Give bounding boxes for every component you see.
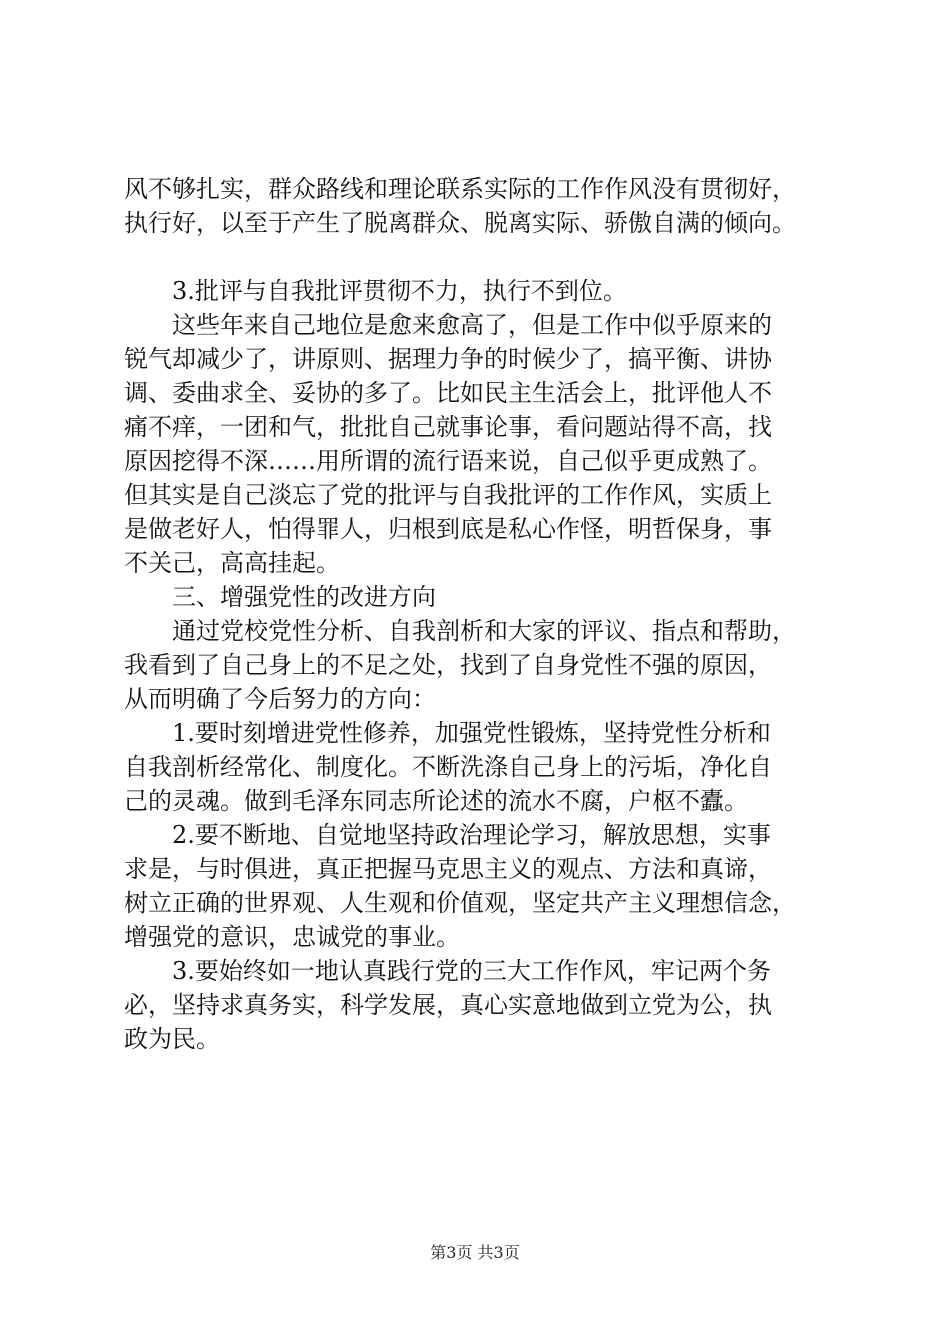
paragraph-line: 增强党的意识，忠诚党的事业。 <box>124 923 460 951</box>
paragraph-line: 政为民。 <box>124 1025 220 1053</box>
paragraph-1 <box>124 172 834 240</box>
paragraph-line: 我看到了自己身上的不足之处，找到了自身党性不强的原因， <box>124 651 772 679</box>
paragraph-line: 通过党校党性分析、自我剖析和大家的评议、指点和帮助， <box>172 617 796 645</box>
paragraph-line: 自我剖析经常化、制度化。不断洗涤自己身上的污垢，净化自 <box>124 753 772 781</box>
paragraph-line: 三、增强党性的改进方向 <box>172 583 436 611</box>
paragraph-7 <box>124 818 834 954</box>
section-heading <box>124 580 834 614</box>
paragraph-line: 原因挖得不深……用所谓的流行语来说，自己似乎更成熟了。 <box>124 447 772 475</box>
document-body <box>124 172 834 1056</box>
paragraph-line: 3.批评与自我批评贯彻不力，执行不到位。 <box>172 277 627 305</box>
paragraph-line: 1.要时刻增进党性修养，加强党性锻炼，坚持党性分析和 <box>172 719 771 747</box>
paragraph-line: 必，坚持求真务实，科学发展，真心实意地做到立党为公，执 <box>124 991 772 1019</box>
paragraph-line: 痛不痒，一团和气，批批自己就事论事，看问题站得不高，找 <box>124 413 772 441</box>
paragraph-line: 这些年来自己地位是愈来愈高了，但是工作中似乎原来的 <box>172 311 772 339</box>
paragraph-line: 求是，与时俱进，真正把握马克思主义的观点、方法和真谛， <box>124 855 772 883</box>
paragraph-line: 调、委曲求全、妥协的多了。比如民主生活会上，批评他人不 <box>124 379 772 407</box>
paragraph-line: 但其实是自己淡忘了党的批评与自我批评的工作作风，实质上 <box>124 481 772 509</box>
page-footer <box>0 1242 950 1264</box>
page-indicator: 第3页 共3页 <box>430 1243 520 1262</box>
paragraph-line: 不关己，高高挂起。 <box>124 549 340 577</box>
paragraph-line: 树立正确的世界观、人生观和价值观，坚定共产主义理想信念， <box>124 889 796 917</box>
paragraph-line: 执行好，以至于产生了脱离群众、脱离实际、骄傲自满的倾向。 <box>124 209 796 237</box>
paragraph-line: 2.要不断地、自觉地坚持政治理论学习，解放思想，实事 <box>172 821 771 849</box>
paragraph-3 <box>124 308 834 580</box>
paragraph-5 <box>124 614 834 716</box>
paragraph-line: 是做老好人，怕得罪人，归根到底是私心作怪，明哲保身，事 <box>124 515 772 543</box>
paragraph-line: 锐气却减少了，讲原则、据理力争的时候少了，搞平衡、讲协 <box>124 345 772 373</box>
paragraph-8 <box>124 954 834 1056</box>
paragraph-line: 3.要始终如一地认真践行党的三大工作作风，牢记两个务 <box>172 957 771 985</box>
paragraph-6 <box>124 716 834 818</box>
paragraph-gap <box>124 240 834 274</box>
paragraph-line: 风不够扎实，群众路线和理论联系实际的工作作风没有贯彻好， <box>124 175 796 203</box>
paragraph-line: 己的灵魂。做到毛泽东同志所论述的流水不腐，户枢不蠹。 <box>124 787 748 815</box>
paragraph-line: 从而明确了今后努力的方向： <box>124 685 436 713</box>
paragraph-2 <box>124 274 834 308</box>
